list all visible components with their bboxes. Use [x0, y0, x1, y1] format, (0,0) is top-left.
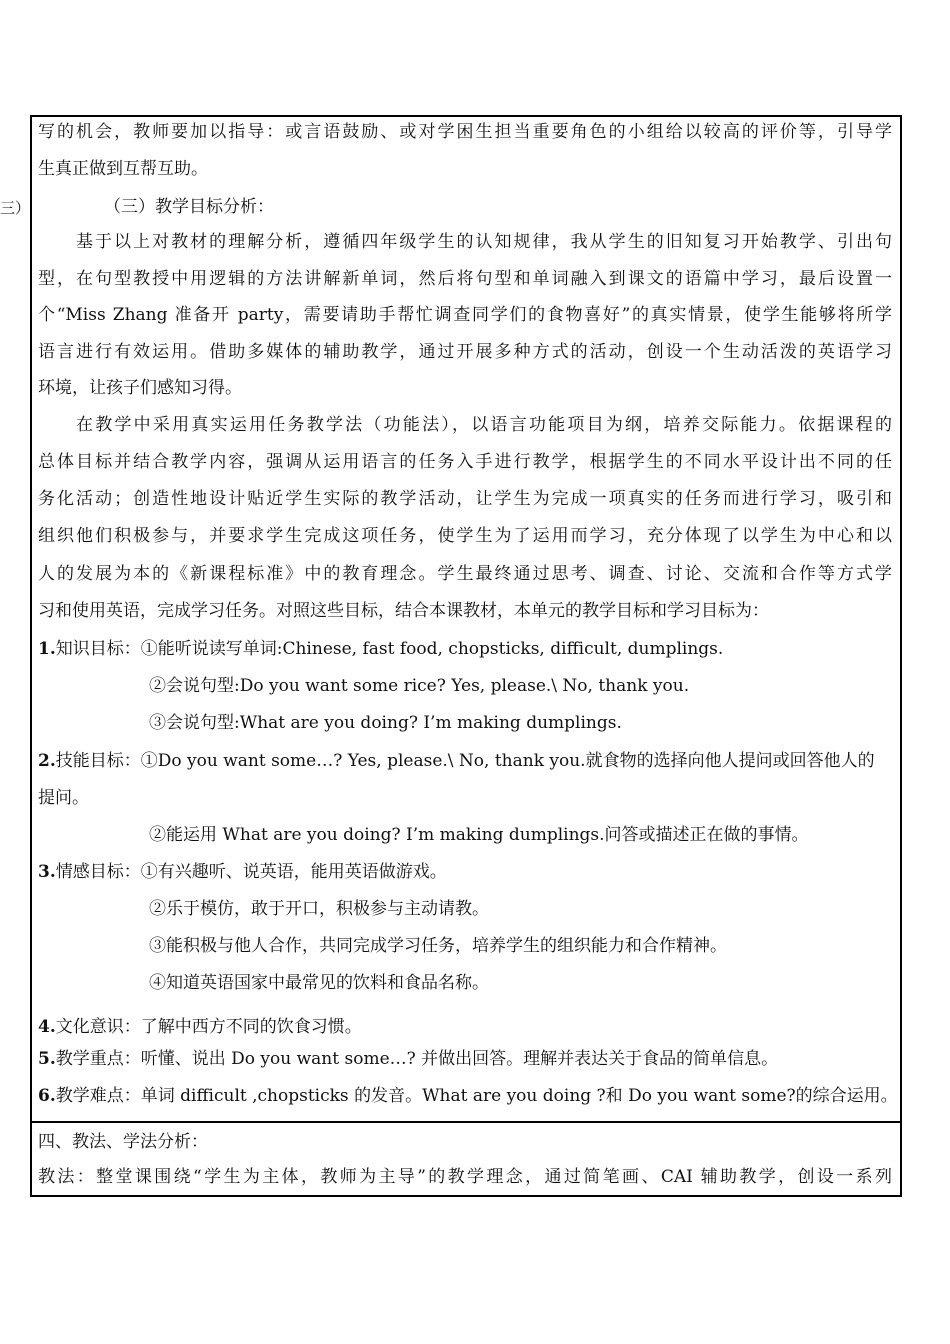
goal-text: 文化意识：了解中西方不同的饮食习惯。 — [55, 1017, 362, 1037]
goal-label: 情感目标： — [55, 862, 141, 882]
goal-number: 2. — [38, 751, 56, 771]
goal-skill — [38, 749, 875, 773]
goal-item: ①Do you want some…? Yes, please.\ No, thank you.就食物的选择向他人提问或回答他人的 — [140, 751, 875, 771]
goal-number: 3. — [38, 862, 56, 882]
body-line: 生真正做到互帮互助。 — [38, 159, 208, 179]
goal-item: ②能运用 What are you doing? I’m making dumplings.问答或描述正在做的事情。 — [149, 825, 809, 845]
body-line: 在教学中采用真实运用任务教学法（功能法），以语言功能项目为纲，培养交际能力。依据课程的 — [76, 415, 892, 435]
margin-note: 三） — [0, 199, 31, 217]
body-line: 人的发展为本的《新课程标准》中的教育理念。学生最终通过思考、调查、讨论、交流和合作等方式学 — [38, 564, 892, 584]
goal-knowledge — [38, 637, 723, 661]
goal-number: 6. — [38, 1086, 56, 1106]
goal-label: 知识目标： — [55, 639, 141, 659]
goal-item: ②会说句型:Do you want some rice? Yes, please.\ No, thank you. — [149, 676, 690, 696]
body-line: 习和使用英语，完成学习任务。对照这些目标，结合本课教材，本单元的教学目标和学习目标为： — [38, 601, 769, 621]
goal-item: ①有兴趣听、说英语，能用英语做游戏。 — [140, 862, 447, 882]
section-heading: （三）教学目标分析： — [104, 197, 274, 217]
goal-item: ②乐于模仿，敢于开口，积极参与主动请教。 — [149, 899, 489, 919]
body-line: 组织他们积极参与，并要求学生完成这项任务，使学生为了运用而学习，充分体现了以学生为中心和以 — [38, 526, 892, 546]
goal-number: 5. — [38, 1049, 56, 1069]
goal-item: 提问。 — [38, 788, 89, 808]
body-line: 总体目标并结合教学内容，强调从运用语言的任务入手进行教学，根据学生的不同水平设计出不同的任 — [38, 452, 892, 472]
body-line: 务化活动；创造性地设计贴近学生实际的教学活动，让学生为完成一项真实的任务而进行学习，吸引和 — [38, 489, 892, 509]
body-line: 语言进行有效运用。借助多媒体的辅助教学，通过开展多种方式的活动，创设一个生动活泼的英语学习 — [38, 342, 892, 362]
goal-text: 教学难点：单词 difficult ,chopsticks 的发音。What are you doing ?和 Do you want some?的综合运用。 — [55, 1086, 898, 1106]
table-row-divider — [30, 1121, 902, 1123]
section-heading: 四、教法、学法分析： — [38, 1132, 208, 1152]
body-line: 写的机会，教师要加以指导：或言语鼓励、或对学困生担当重要角色的小组给以较高的评价等，引导学 — [38, 122, 892, 142]
goal-key-points — [38, 1047, 778, 1071]
goal-text: 教学重点：听懂、说出 Do you want some…? 并做出回答。理解并表达关于食品的简单信息。 — [55, 1049, 779, 1069]
goal-item: ④知道英语国家中最常见的饮料和食品名称。 — [149, 973, 489, 993]
body-line: 个“Miss Zhang 准备开 party，需要请助手帮忙调查同学们的食物喜好”的真实情景，使学生能够将所学 — [38, 305, 892, 325]
body-line: 型，在句型教授中用逻辑的方法讲解新单词，然后将句型和单词融入到课文的语篇中学习，最后设置一 — [38, 269, 892, 289]
body-line: 环境，让孩子们感知习得。 — [38, 378, 242, 398]
goal-number: 4. — [38, 1017, 56, 1037]
goal-emotion — [38, 860, 447, 884]
goal-item: ③能积极与他人合作，共同完成学习任务，培养学生的组织能力和合作精神。 — [149, 936, 727, 956]
goal-difficulties — [38, 1084, 898, 1108]
goal-label: 技能目标： — [55, 751, 141, 771]
goal-culture — [38, 1015, 362, 1039]
body-line: 基于以上对教材的理解分析，遵循四年级学生的认知规律，我从学生的旧知复习开始教学、引出句 — [76, 232, 892, 252]
goal-item: ③会说句型:What are you doing? I’m making dumplings. — [149, 713, 622, 733]
body-line: 教法：整堂课围绕“学生为主体，教师为主导”的教学理念，通过简笔画、CAI 辅助教学，创设一系列 — [38, 1167, 892, 1187]
goal-item: ①能听说读写单词:Chinese, fast food, chopsticks, difficult, dumplings. — [140, 639, 724, 659]
goal-number: 1. — [38, 639, 56, 659]
